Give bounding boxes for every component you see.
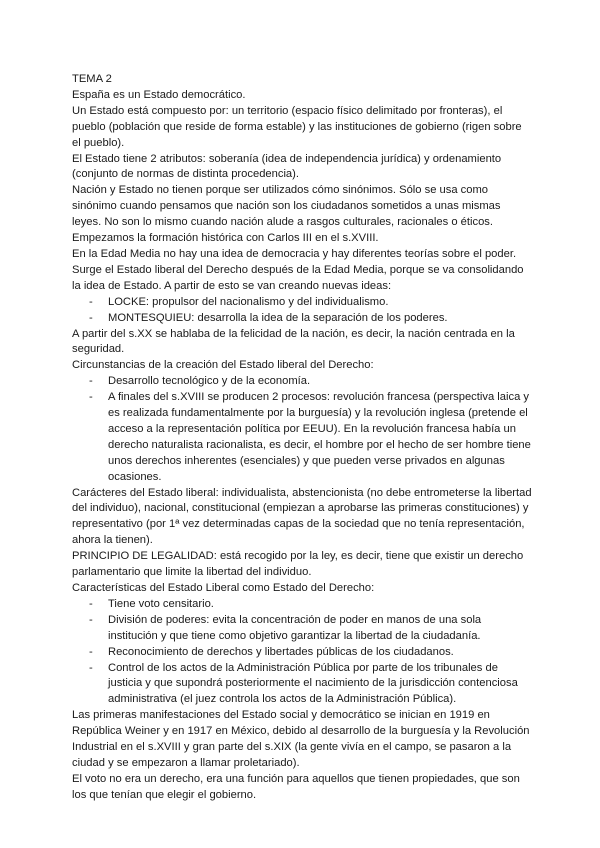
document-title: TEMA 2 — [72, 73, 112, 85]
paragraph-atributos: El Estado tiene 2 atributos: soberanía (idea de independencia jurídica) y ordenamiento (conjunto de normas de distinta procedencia). — [72, 152, 502, 181]
dash-bullet: - — [89, 375, 93, 388]
list-item — [72, 613, 532, 645]
list-ideas — [72, 295, 532, 327]
list-item — [72, 597, 532, 613]
list-item-text: Tiene voto censitario. — [108, 597, 214, 610]
list-item — [72, 311, 532, 327]
list-item — [72, 295, 532, 311]
list-item-text: División de poderes: evita la concentración de poder en manos de una sola institución y que tiene como objetivo garantizar la libertad de la ciudadanía. — [108, 613, 482, 642]
paragraph-estado-social: Las primeras manifestaciones del Estado social y democrático se inician en 1919 en República Weiner y en 1917 en México, debido al desarrollo de la burguesía y la Revolución Industrial en el s.XVIII y gran parte del s.XIX (la gente vivía en el campo, se pasaron a la ciudad y se empezaron a llamar proletariado). — [72, 709, 530, 769]
dash-bullet: - — [89, 661, 93, 674]
dash-bullet: - — [89, 311, 93, 324]
dash-bullet: - — [89, 295, 93, 308]
list-item — [72, 390, 532, 485]
paragraph-nacion-estado: Nación y Estado no tienen porque ser utilizados cómo sinónimos. Sólo se usa como sinónimo cuando pensamos que nación son los ciudadanos sometidos a unas mismas leyes. No son lo mismo cuando nación alude a rasgos culturales, racionales o éticos. — [72, 184, 501, 229]
paragraph-estado-compuesto: Un Estado está compuesto por: un territorio (espacio físico delimitado por fronteras), el pueblo (población que reside de forma estable) y las instituciones de gobierno (rigen sobre el pueblo). — [72, 104, 522, 149]
list-item — [72, 645, 532, 661]
list-item-text: Desarrollo tecnológico y de la economía. — [108, 375, 311, 388]
dash-bullet: - — [89, 391, 93, 404]
list-item-text: A finales del s.XVIII se producen 2 procesos: revolución francesa (perspectiva laica y es realizada fundamentalmente por la burguesía) y la revolución inglesa (pretende el acceso a la representación política por EEUU). En la revolución francesa había un derecho naturalista racionalista, es decir, el hombre por el hecho de ser hombre tiene unos derechos inherentes (esenciales) y que pueden verse privados en algunas ocasiones. — [108, 391, 531, 483]
list-item-text: Control de los actos de la Administración Pública por parte de los tribunales de justicia y que supondrá posteriormente el nacimiento de la jurisdicción contenciosa administrativa (el juez controla los actos de la Administración Pública). — [108, 661, 518, 706]
dash-bullet: - — [89, 597, 93, 610]
paragraph-caracteres: Carácteres del Estado liberal: individualista, abstencionista (no debe entrometerse la libertad del individuo), nacional, constitucional (empiezan a aprobarse las primeras constituciones) y representativo (por 1ª vez determinadas capas de la sociedad que no tenía representación, ahora la tienen). — [72, 486, 532, 547]
list-item-text: MONTESQUIEU: desarrolla la idea de la separación de los poderes. — [108, 311, 448, 324]
paragraph-espana: España es un Estado democrático. — [72, 88, 246, 101]
list-item — [72, 661, 532, 709]
paragraph-carlos-iii: Empezamos la formación histórica con Carlos III en el s.XVIII. — [72, 232, 379, 245]
list-item-text: Reconocimiento de derechos y libertades públicas de los ciudadanos. — [108, 645, 454, 658]
list-item — [72, 374, 532, 390]
list-item-text: LOCKE: propulsor del nacionalismo y del individualismo. — [108, 295, 389, 308]
paragraph-circunstancias: Circunstancias de la creación del Estado liberal del Derecho: — [72, 359, 374, 372]
paragraph-edad-media: En la Edad Media no hay una idea de democracia y hay diferentes teorías sobre el poder. — [72, 247, 517, 260]
paragraph-voto: El voto no era un derecho, era una función para aquellos que tienen propiedades, que son los que tenían que elegir el gobierno. — [72, 772, 520, 801]
paragraph-caracteristicas: Características del Estado Liberal como Estado del Derecho: — [72, 582, 375, 594]
paragraph-siglo-xx: A partir del s.XX se hablaba de la felicidad de la nación, es decir, la nación centrada en la seguridad. — [72, 327, 515, 356]
list-caracteristicas — [72, 597, 532, 708]
document-page — [72, 72, 532, 804]
dash-bullet: - — [89, 613, 93, 626]
list-circunstancias — [72, 374, 532, 485]
dash-bullet: - — [89, 645, 93, 658]
paragraph-estado-liberal: Surge el Estado liberal del Derecho después de la Edad Media, porque se va consolidando la idea de Estado. A partir de esto se van creando nuevas ideas: — [72, 263, 524, 292]
paragraph-principio-legalidad: PRINCIPIO DE LEGALIDAD: está recogido por la ley, es decir, tiene que existir un derecho parlamentario que limite la libertad del individuo. — [72, 550, 524, 579]
